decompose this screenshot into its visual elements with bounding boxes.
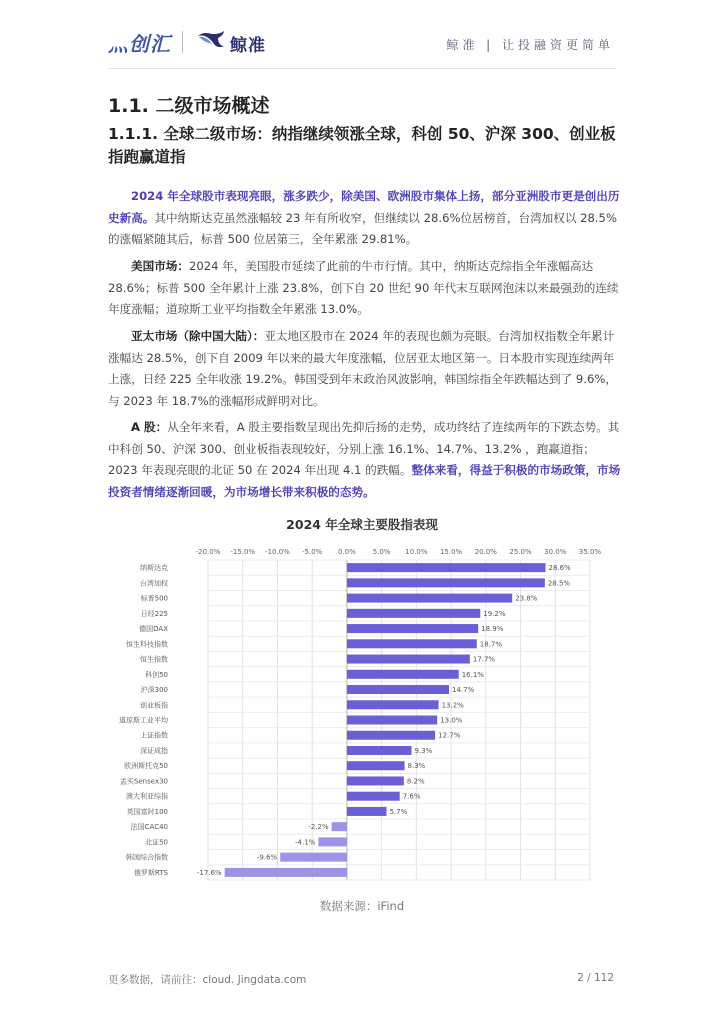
page-number: 2 / 112	[577, 972, 614, 984]
x-tick-label: 0.0%	[338, 548, 356, 556]
bar	[332, 822, 347, 831]
bar	[347, 609, 480, 618]
bar	[347, 639, 477, 648]
category-label: 恒生科技指数	[126, 640, 168, 649]
category-label: 科创50	[145, 670, 168, 679]
value-label: 13.2%	[441, 701, 464, 710]
footer-link[interactable]: 更多数据，请前往：cloud. Jingdata.com	[108, 974, 307, 986]
category-label: 孟买Sensex30	[119, 777, 168, 786]
category-label: 北证50	[145, 838, 168, 847]
value-label: -17.6%	[196, 868, 222, 877]
value-label: 17.7%	[472, 655, 496, 664]
category-label: 纳斯达克	[140, 564, 168, 573]
apac-market-text: 亚太地区股市在 2024 年的表现也颇为亮眼。台湾加权指数全年累计涨幅达 28.5%，创下自 2009 年以来的最大年度涨幅，位居亚太地区第一。日本股市实现连续两年上涨，日经 225 全年收涨 19.2%。韩国受到年末政治风波影响，韩国综指全年跌幅达到了 9.6%，与 2023 年 18.7%的涨幅形成鲜明对比。	[108, 329, 617, 408]
data-source: 数据来源：iFind	[319, 899, 405, 913]
value-label: 19.2%	[483, 609, 506, 618]
value-label: -4.1%	[295, 838, 316, 847]
x-tick-label: 5.0%	[372, 548, 391, 556]
apac-market-label: 亚太市场（除中国大陆）：	[131, 329, 265, 343]
category-label: 创业板指	[140, 701, 168, 710]
x-tick-label: 20.0%	[474, 548, 497, 556]
value-label: 28.6%	[548, 564, 571, 573]
category-label: 德国DAX	[139, 625, 168, 634]
value-label: 18.7%	[479, 640, 503, 649]
bar	[225, 868, 347, 877]
bar	[347, 700, 439, 709]
us-market-label: 美国市场：	[131, 259, 189, 273]
category-label: 道琼斯工业平均	[119, 716, 168, 725]
bar	[347, 594, 512, 603]
value-label: 12.7%	[438, 731, 461, 740]
value-label: 16.1%	[461, 670, 484, 679]
x-tick-label: 30.0%	[544, 548, 567, 556]
a-shares-text: 从全年来看，A 股主要指数呈现出先抑后扬的走势，成功终结了连续两年的下跌态势。其中科创 50、沪深 300、创业板指表现较好，分别上涨 16.1%、14.7%、13.2% ，跑赢道指；2023 年表现亮眼的北证 50 在 2024 年出现 4.1 的跌幅。	[108, 420, 620, 477]
bar	[347, 563, 546, 572]
category-label: 欧洲斯托克50	[124, 762, 168, 771]
section-heading: 1.1. 二级市场概述	[108, 95, 270, 117]
category-label: 上证指数	[140, 731, 168, 740]
overview-highlight: 2024 年全球股市表现亮眼，涨多跌少，除美国、欧洲股市集体上扬，部分亚洲股市更是创出历史新高。	[108, 189, 620, 225]
bar	[347, 761, 405, 770]
value-label: 8.2%	[406, 777, 425, 786]
bar	[318, 837, 346, 846]
jingzhun-logo: 鲸准	[230, 36, 266, 56]
bar	[347, 655, 470, 664]
a-shares-highlight: 整体来看，得益于积极的市场政策，市场投资者情绪逐渐回暖，为市场增长带来积极的态势。	[108, 463, 621, 499]
bar	[347, 746, 412, 755]
category-label: 法国CAC40	[130, 823, 168, 832]
chart-bars	[119, 563, 571, 877]
value-label: -2.2%	[308, 823, 329, 832]
x-tick-label: -5.0%	[302, 548, 323, 556]
value-label: 8.3%	[407, 762, 426, 771]
value-label: 5.7%	[389, 807, 408, 816]
chart-x-ticks	[196, 548, 602, 556]
category-label: 俄罗斯RTS	[133, 868, 168, 877]
x-tick-label: -15.0%	[230, 548, 256, 556]
overview-text: 其中纳斯达克虽然涨幅较 23 年有所收窄，但继续以 28.6%位居榜首，台湾加权以 28.5%的涨幅紧随其后，标普 500 位居第三，全年累涨 29.81%。	[108, 210, 617, 246]
category-label: 日经225	[140, 609, 168, 618]
haichuanghui-logo: 灬创汇	[108, 32, 171, 56]
us-market-text: 2024 年，美国股市延续了此前的牛市行情。其中，纳斯达克综指全年涨幅高达 28.6%；标普 500 全年累计上涨 23.8%，创下自 20 世纪 90 年代末互联网泡沫以来最强劲的连续年度涨幅；道琼斯工业平均指数全年累涨 13.0%。	[108, 259, 619, 316]
category-label: 英国富时100	[126, 807, 168, 816]
bar	[347, 578, 545, 587]
value-label: 28.5%	[547, 579, 571, 588]
bar	[347, 807, 387, 816]
category-label: 澳大利亚综指	[126, 792, 168, 801]
header-slogan: 鲸准 | 让投融资更简单	[446, 38, 614, 52]
value-label: 13.0%	[440, 716, 463, 725]
bar	[347, 670, 459, 679]
category-label: 深证成指	[140, 746, 168, 755]
a-shares-label: A 股：	[131, 420, 168, 434]
category-label: 台湾加权	[140, 579, 168, 588]
value-label: 23.8%	[515, 594, 538, 603]
value-label: -9.6%	[256, 853, 278, 862]
category-label: 沪深300	[140, 686, 168, 695]
chart-title: 2024 年全球主要股指表现	[286, 517, 438, 532]
x-tick-label: 25.0%	[509, 548, 532, 556]
x-tick-label: 10.0%	[405, 548, 428, 556]
bar	[280, 853, 347, 862]
bar	[347, 792, 400, 801]
value-label: 14.7%	[452, 686, 475, 695]
x-tick-label: -10.0%	[265, 548, 290, 556]
bar	[347, 716, 437, 725]
bar	[347, 776, 404, 785]
value-label: 7.6%	[402, 792, 421, 801]
subsection-heading: 1.1.1. 全球二级市场：纳指继续领涨全球，科创 50、沪深 300、创业板指跑赢道指	[108, 125, 616, 166]
category-label: 恒生指数	[140, 655, 168, 664]
category-label: 韩国综合指数	[126, 853, 168, 862]
bar	[347, 624, 478, 633]
value-label: 18.9%	[481, 625, 504, 634]
bar	[347, 685, 449, 694]
bar	[347, 731, 435, 740]
category-label: 标普500	[140, 594, 168, 603]
x-tick-label: -20.0%	[195, 548, 221, 556]
value-label: 9.3%	[414, 746, 433, 755]
x-tick-label: 15.0%	[439, 548, 463, 556]
x-tick-label: 35.0%	[578, 548, 602, 556]
